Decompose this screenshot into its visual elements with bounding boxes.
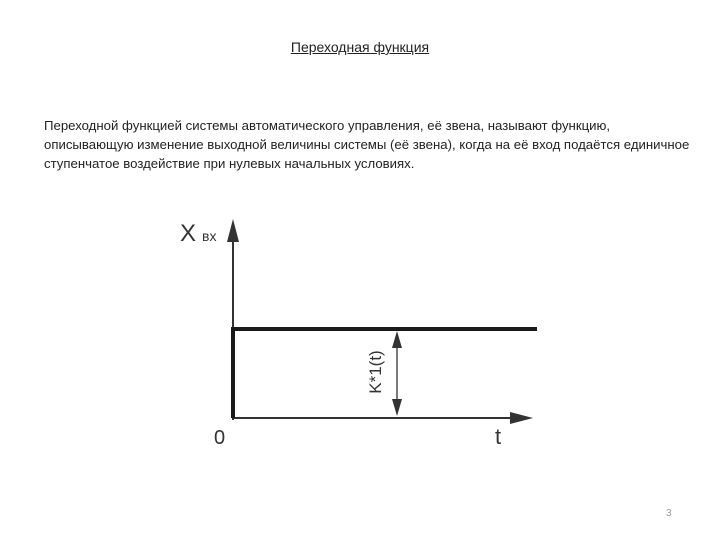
slide-title: Переходная функция [290, 39, 430, 55]
amplitude-arrow-up [392, 331, 402, 348]
step-function-line [233, 329, 537, 418]
page-number: 3 [666, 508, 672, 519]
y-axis-arrowhead [227, 219, 239, 242]
amplitude-arrow-down [392, 399, 402, 416]
definition-paragraph: Переходной функцией системы автоматического управления, её звена, называют функцию, описывающую изменение выходной величины системы (её звена), когда на её вход подаётся единичное ступенчатое воздействие при нулевых начальных условиях. [44, 118, 690, 171]
y-axis-label-main: X [180, 220, 197, 247]
amplitude-label: K*1(t) [366, 350, 385, 394]
x-axis-arrowhead [510, 412, 533, 424]
y-axis-label-sub: вх [202, 228, 217, 244]
x-axis-label: t [495, 424, 502, 449]
origin-label: 0 [214, 427, 226, 449]
